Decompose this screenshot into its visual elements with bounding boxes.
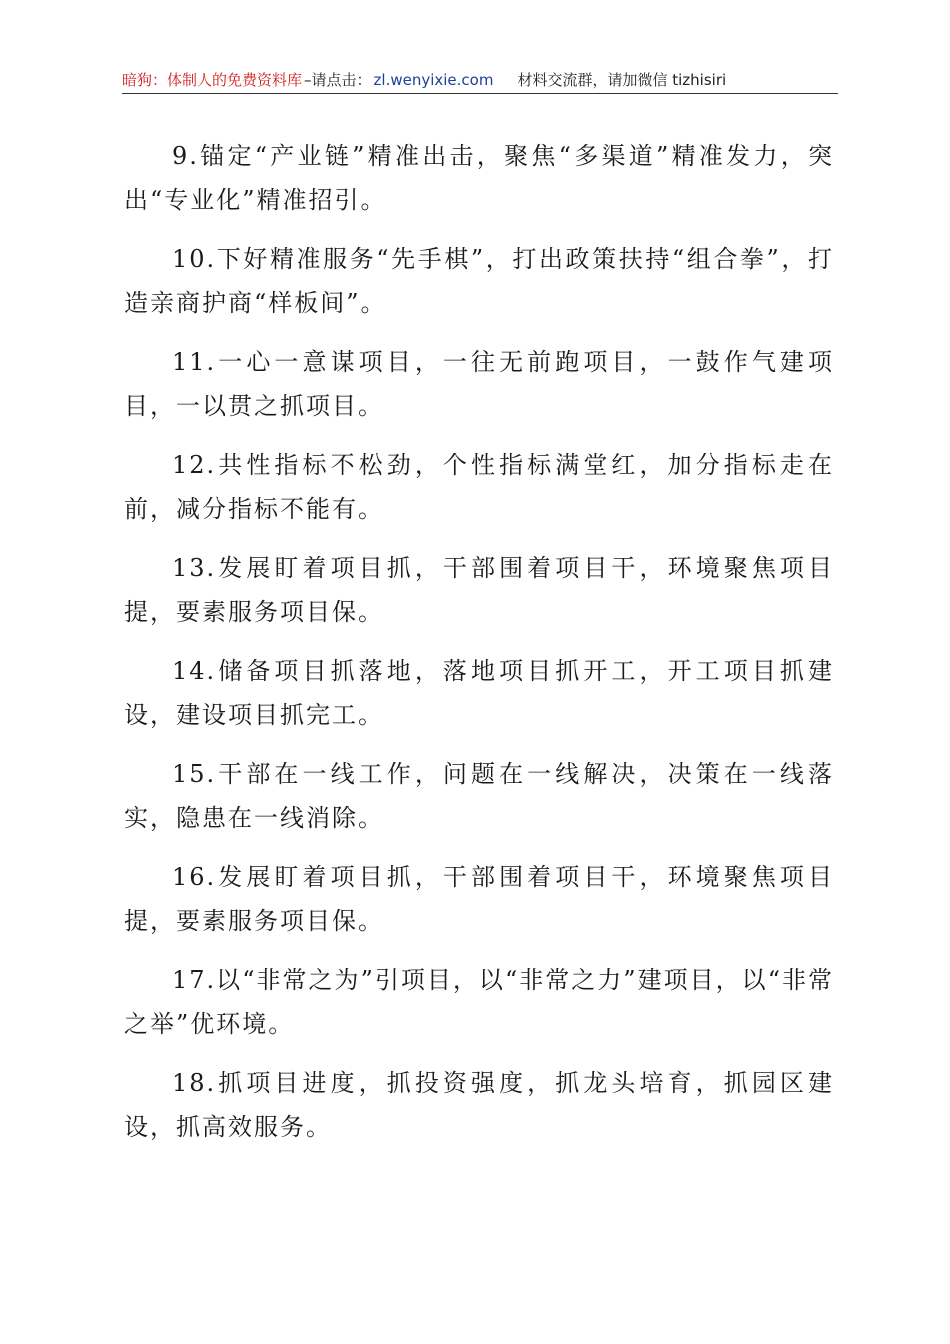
header-divider xyxy=(122,93,838,94)
paragraph-18: 18.抓项目进度，抓投资强度，抓龙头培育，抓园区建设，抓高效服务。 xyxy=(124,1069,834,1141)
page-header xyxy=(122,66,838,94)
paragraph-16: 16.发展盯着项目抓，干部围着项目干，环境聚焦项目提，要素服务项目保。 xyxy=(124,863,834,935)
document-body xyxy=(124,134,834,1164)
header-brand: 暗狗：体制人的免费资料库 xyxy=(122,71,303,89)
header-contact: 材料交流群，请加微信 tizhisiri xyxy=(517,71,727,89)
paragraph-13: 13.发展盯着项目抓，干部围着项目干，环境聚焦项目提，要素服务项目保。 xyxy=(124,554,834,626)
header-prompt: –请点击： xyxy=(304,71,372,89)
header-url-link[interactable]: zl.wenyixie.com xyxy=(373,71,494,89)
paragraph-15: 15.干部在一线工作，问题在一线解决，决策在一线落实，隐患在一线消除。 xyxy=(124,760,834,832)
paragraph-14: 14.储备项目抓落地，落地项目抓开工，开工项目抓建设，建设项目抓完工。 xyxy=(124,657,834,729)
paragraph-17: 17.以“非常之为”引项目，以“非常之力”建项目，以“非常之举”优环境。 xyxy=(124,966,834,1038)
paragraph-11: 11.一心一意谋项目，一往无前跑项目，一鼓作气建项目，一以贯之抓项目。 xyxy=(124,348,834,420)
paragraph-9: 9.锚定“产业链”精准出击，聚焦“多渠道”精准发力，突出“专业化”精准招引。 xyxy=(124,142,834,214)
paragraph-10: 10.下好精准服务“先手棋”，打出政策扶持“组合拳”，打造亲商护商“样板间”。 xyxy=(124,245,834,317)
paragraph-12: 12.共性指标不松劲，个性指标满堂红，加分指标走在前，减分指标不能有。 xyxy=(124,451,834,523)
